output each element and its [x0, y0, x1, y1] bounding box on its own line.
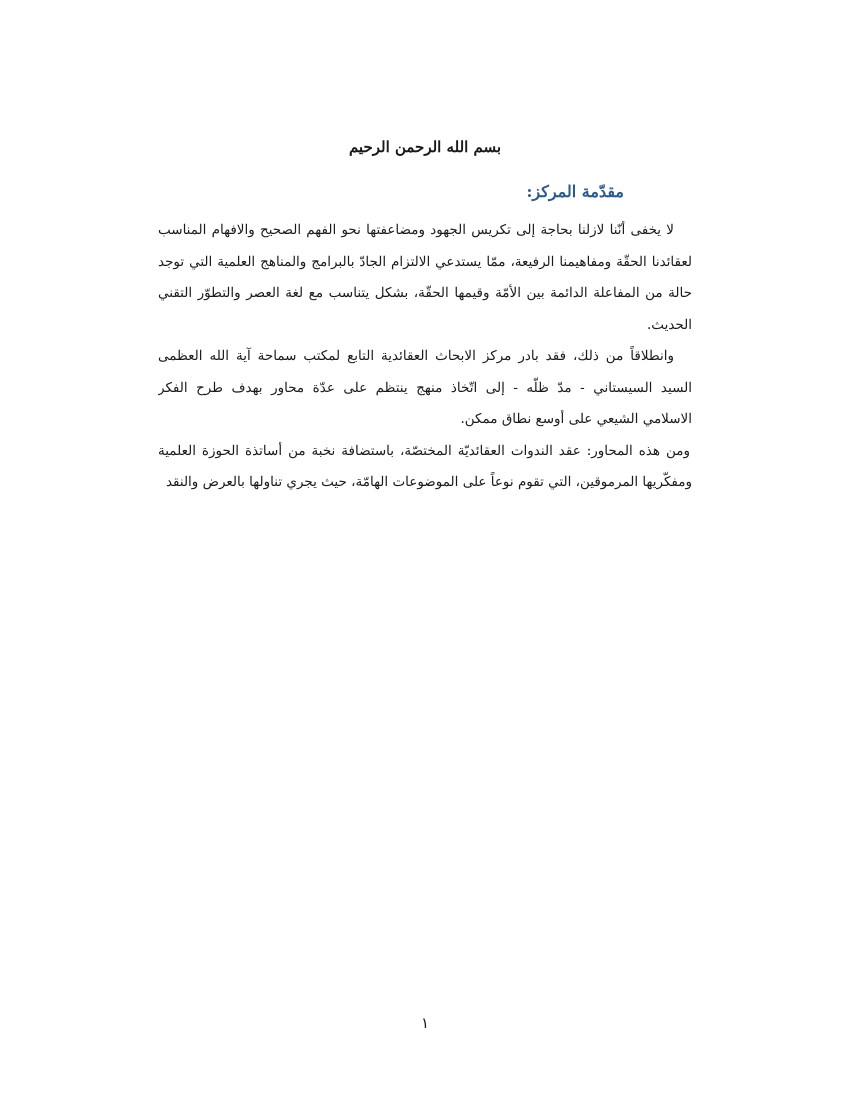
paragraph-line: ومن هذه المحاور: عقد الندوات العقائديّة المختصّة، باستضافة نخبة من أساتذة الحوزة العلمية: [158, 442, 690, 459]
paragraph-line: لعقائدنا الحقّة ومفاهيمنا الرفيعة، ممّا يستدعي الالتزام الجادّ بالبرامج والمناهج العلمية التي توجد: [158, 253, 692, 270]
section-heading: مقدّمة المركز:: [526, 182, 624, 201]
body-text: [158, 215, 692, 499]
paragraph-line: لا يخفى أنّنا لازلنا بحاجة إلى تكريس الجهود ومضاعفتها نحو الفهم الصحيح والافهام المناسب: [158, 222, 674, 238]
paragraph-line: الحديث.: [647, 316, 692, 333]
paragraph-line: وانطلاقاً من ذلك، فقد بادر مركز الابحاث العقائدية التابع لمكتب سماحة آية الله العظمى: [158, 348, 674, 364]
paragraph-line: السيد السيستاني - مدّ ظلّه - إلى اتّخاذ منهج ينتظم على عدّة محاور بهدف طرح الفكر: [158, 379, 692, 396]
paragraph-line: الاسلامي الشيعي على أوسع نطاق ممكن.: [460, 411, 692, 427]
page-number: ١: [420, 1014, 430, 1032]
paragraph-line: ومفكّريها المرموقين، التي تقوم نوعاً على الموضوعات الهامّة، حيث يجري تناولها بالعرض والنقد: [165, 474, 692, 490]
paragraph-line: حالة من المفاعلة الدائمة بين الأمّة وقيمها الحقّة، بشكل يتناسب مع لغة العصر والتطوّر التقني: [158, 285, 692, 301]
basmala-title: بسم الله الرحمن الرحيم: [348, 138, 502, 156]
